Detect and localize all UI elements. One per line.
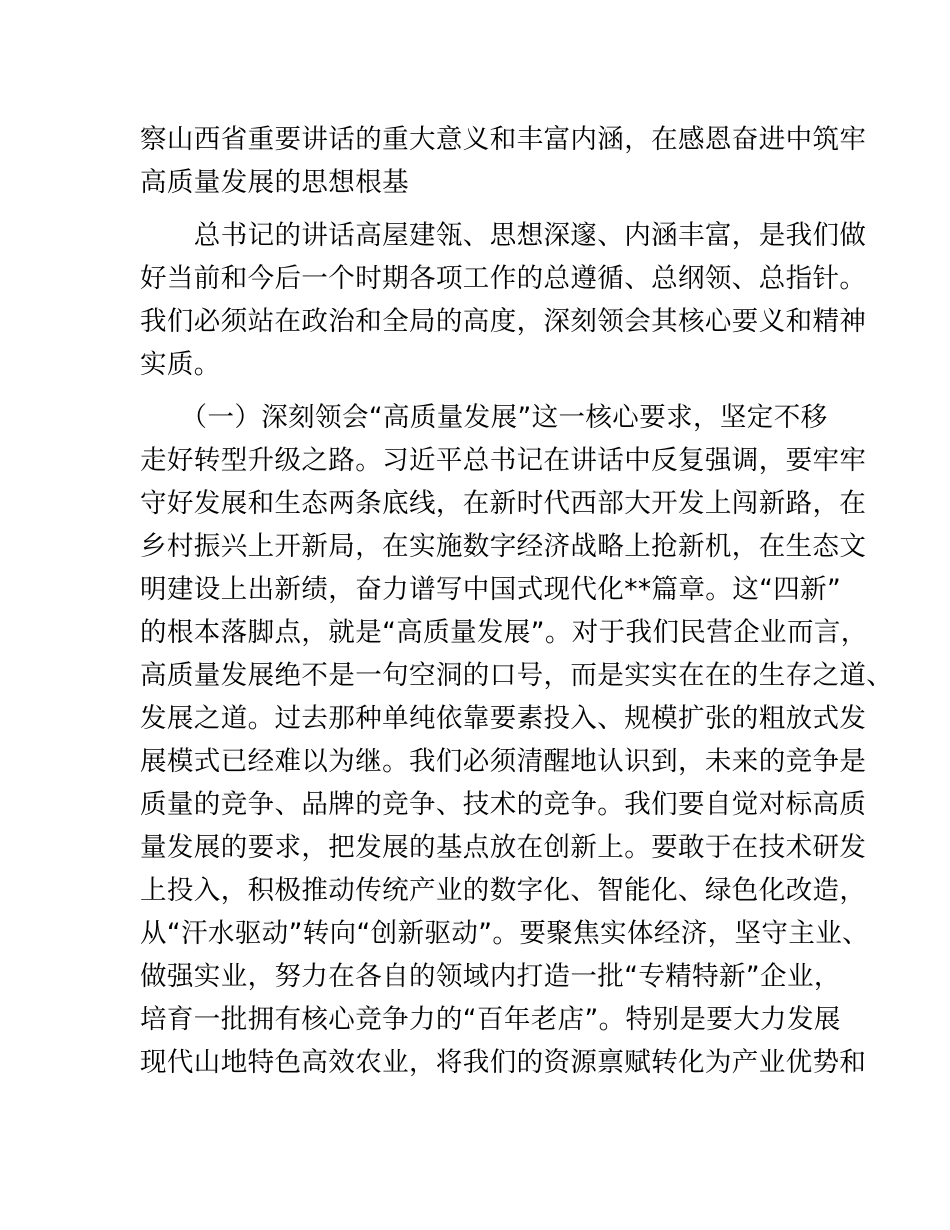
text-line: 发展之道。过去那种单纯依靠要素投入、规模扩张的粗放式发 bbox=[140, 703, 867, 734]
paragraph-section-1 bbox=[140, 396, 894, 1084]
text-line: 察山西省重要讲话的重大意义和丰富内涵，在感恩奋进中筑牢 bbox=[140, 124, 867, 155]
text-line: 培育一批拥有核心竞争力的“百年老店”。特别是要大力发展 bbox=[140, 1004, 841, 1035]
text-line: 总书记的讲话高屋建瓴、思想深邃、内涵丰富，是我们做 bbox=[140, 220, 867, 251]
text-line: 量发展的要求，把发展的基点放在创新上。要敢于在技术研发 bbox=[140, 832, 867, 863]
text-line: 展模式已经难以为继。我们必须清醒地认识到，未来的竞争是 bbox=[140, 746, 867, 777]
text-line: 的根本落脚点，就是“高质量发展”。对于我们民营企业而言， bbox=[140, 617, 868, 648]
text-line: 明建设上出新绩，奋力谱写中国式现代化**篇章。这“四新” bbox=[140, 574, 842, 605]
text-line: 高质量发展绝不是一句空洞的口号，而是实实在在的生存之道、 bbox=[140, 660, 894, 691]
text-line: 实质。 bbox=[140, 349, 221, 380]
document-page bbox=[140, 118, 894, 1094]
text-line: （一）深刻领会“高质量发展”这一核心要求，坚定不移 bbox=[140, 402, 828, 433]
text-line: 走好转型升级之路。习近平总书记在讲话中反复强调，要牢牢 bbox=[140, 445, 867, 476]
text-line: 守好发展和生态两条底线，在新时代西部大开发上闯新路，在 bbox=[140, 488, 867, 519]
text-line: 好当前和今后一个时期各项工作的总遵循、总纲领、总指针。 bbox=[140, 263, 867, 294]
text-line: 现代山地特色高效农业，将我们的资源禀赋转化为产业优势和 bbox=[140, 1047, 867, 1078]
paragraph-intro bbox=[140, 214, 867, 386]
text-line: 做强实业，努力在各自的领域内打造一批“专精特新”企业， bbox=[140, 961, 841, 992]
text-line: 高质量发展的思想根基 bbox=[140, 167, 409, 198]
text-line: 乡村振兴上开新局，在实施数字经济战略上抢新机，在生态文 bbox=[140, 531, 867, 562]
text-line: 我们必须站在政治和全局的高度，深刻领会其核心要义和精神 bbox=[140, 306, 867, 337]
paragraph-heading-continuation bbox=[140, 118, 867, 204]
text-line: 从“汗水驱动”转向“创新驱动”。要聚焦实体经济，坚守主业、 bbox=[140, 918, 870, 949]
text-line: 上投入，积极推动传统产业的数字化、智能化、绿色化改造， bbox=[140, 875, 867, 906]
text-line: 质量的竞争、品牌的竞争、技术的竞争。我们要自觉对标高质 bbox=[140, 789, 867, 820]
